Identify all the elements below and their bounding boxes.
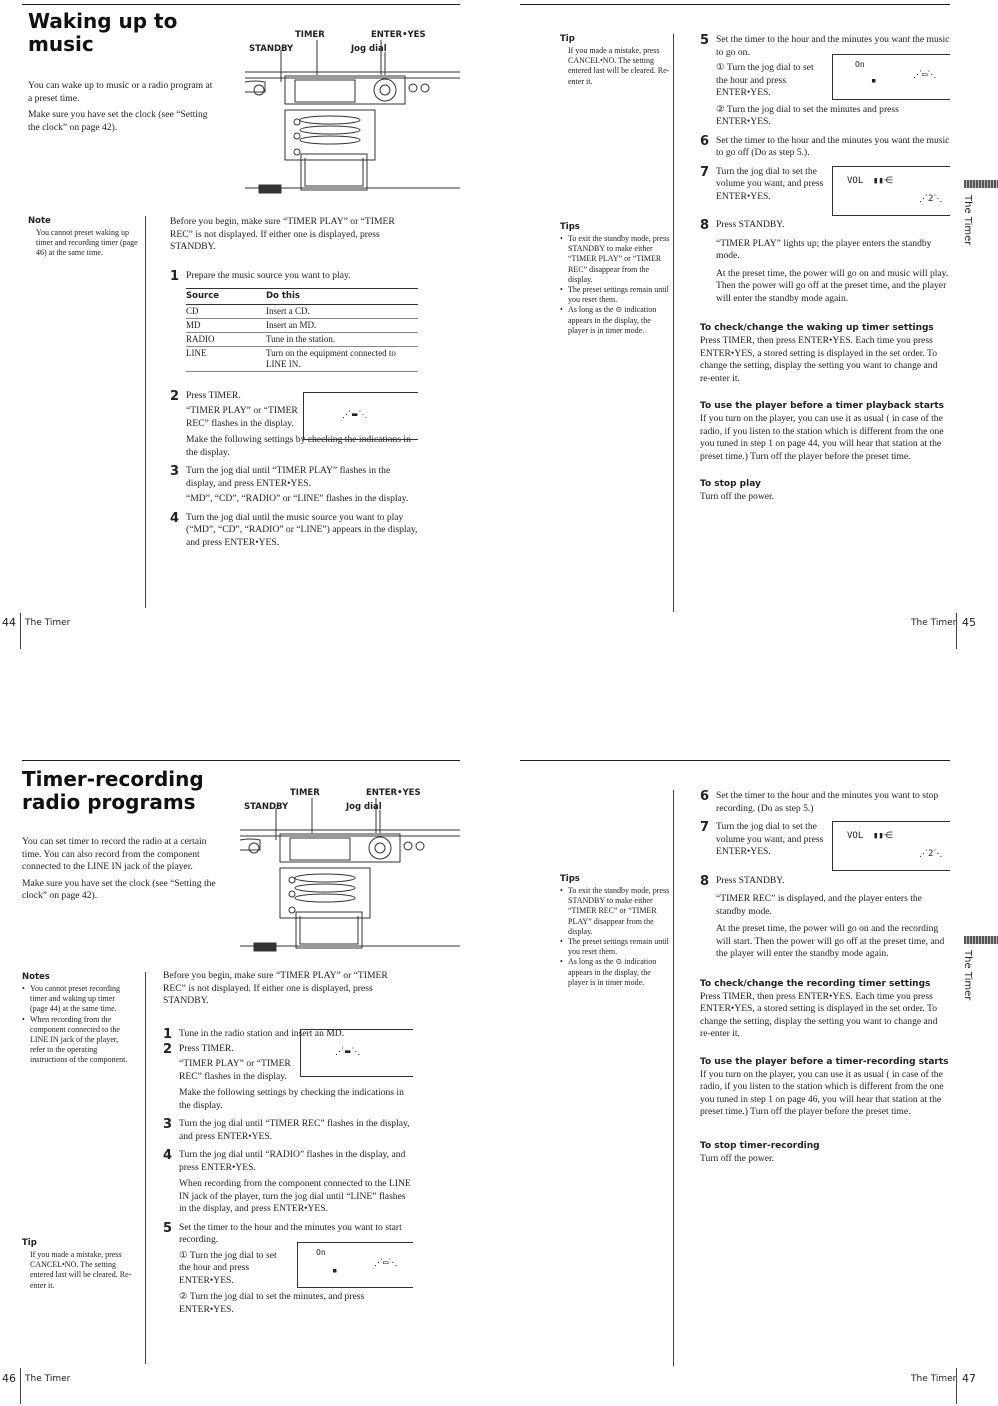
step-text: Set the timer to the hour and the minutes you want the music to go on. bbox=[716, 34, 950, 58]
section-heading-use: To use the player before a timer playback starts bbox=[700, 401, 945, 411]
step-number: 7 bbox=[700, 820, 710, 835]
step-number: 6 bbox=[700, 133, 710, 149]
tip-heading: Tip bbox=[22, 1238, 37, 1248]
column-divider bbox=[673, 34, 674, 612]
step-text: Press STANDBY. bbox=[716, 874, 785, 886]
step-text: Set the timer to the hour and the minutes you want the music to go off (Do as step 5.). bbox=[716, 134, 950, 158]
intro bbox=[28, 80, 213, 134]
main-column bbox=[700, 34, 950, 504]
title-line-1: Timer-recording bbox=[22, 767, 204, 791]
page-title bbox=[28, 10, 177, 56]
column-divider bbox=[145, 972, 146, 1364]
step-sub-text: “TIMER REC” is displayed, and the player enters the standby mode. bbox=[716, 893, 922, 917]
step-5 bbox=[700, 34, 950, 129]
list-item: • The preset settings remain until you reset them. bbox=[560, 285, 670, 305]
section-heading-check: To check/change the waking up timer settings bbox=[700, 323, 934, 333]
top-rule bbox=[520, 760, 950, 761]
table-row bbox=[186, 332, 418, 346]
step-8 bbox=[700, 875, 950, 961]
section-heading-check: To check/change the recording timer settings bbox=[700, 978, 931, 989]
section-text-use: If you turn on the player, you can use it as usual ( in case of the radio, if you listen to the station which is different from the one you tuned in step 1 on page 44, you will hear that station at the preset time.) Turn off the player before the preset time. bbox=[700, 413, 944, 462]
list-item: • You cannot preset recording timer and waking up timer (page 44) at the same time. bbox=[22, 984, 134, 1015]
step-2 bbox=[163, 1043, 413, 1113]
do-this-header: Do this bbox=[266, 289, 418, 305]
enter-yes-label: ENTER•YES bbox=[366, 788, 421, 798]
step-number: 5 bbox=[163, 1220, 173, 1236]
main-column bbox=[170, 216, 418, 549]
step-text: Press TIMER. bbox=[186, 389, 241, 401]
display-timer-flash: ⋰▬⋱ bbox=[303, 392, 418, 440]
section-heading-stop: To stop play bbox=[700, 479, 761, 489]
note-box bbox=[28, 216, 138, 259]
do-cell: Insert a CD. bbox=[266, 304, 418, 318]
tips-heading: Tips bbox=[560, 222, 580, 232]
source-cell: CD bbox=[186, 304, 266, 318]
tip-text: If you made a mistake, press CANCEL•NO. The setting entered last will be cleared. Re-enter it. bbox=[30, 1250, 132, 1290]
table-row bbox=[186, 304, 418, 318]
footer-divider bbox=[20, 1368, 21, 1404]
step-sub-text: “TIMER PLAY” lights up; the player enters the standby mode. bbox=[716, 237, 932, 261]
step-4 bbox=[170, 512, 418, 550]
step-number: 6 bbox=[700, 789, 710, 804]
table-row bbox=[186, 346, 418, 371]
step-number: 1 bbox=[170, 268, 180, 284]
step-number: 3 bbox=[170, 464, 180, 479]
list-item: • To exit the standby mode, press STANDBY to make either “TIMER PLAY” or “TIMER REC” disappear from the display. bbox=[560, 234, 670, 285]
footer-section: The Timer bbox=[25, 618, 71, 628]
tips-list bbox=[560, 886, 670, 988]
step-sub-text-2: At the preset time, the power will go on and music will play. Then the power will go off at the preset time, and the player will enter the standby mode again. bbox=[716, 267, 949, 304]
enter-yes-label: ENTER•YES bbox=[371, 30, 426, 40]
source-table bbox=[186, 288, 418, 372]
step-text: Turn the jog dial to set the volume you want, and press ENTER•YES. bbox=[716, 821, 824, 857]
table-row bbox=[186, 318, 418, 332]
footer-divider bbox=[956, 1368, 957, 1404]
lcd-on-text: On bbox=[855, 60, 865, 69]
step-number: 7 bbox=[700, 164, 710, 180]
display-volume: VOL ▮▮⋲ ⋰2⋱ bbox=[832, 166, 950, 216]
section-text-check: Press TIMER, then press ENTER•YES. Each time you press ENTER•YES, a stored setting is displayed in the set order. To change the setting, display the setting you want to change and re-enter it. bbox=[700, 335, 938, 384]
step-substep-b: ② Turn the jog dial to set the minutes, and press ENTER•YES. bbox=[179, 1291, 365, 1315]
intro-text: You can wake up to music or a radio program at a preset time. bbox=[28, 80, 213, 104]
jog-dial-label: Jog dial bbox=[351, 44, 387, 54]
display-timer-flash: ⋰▬⋱ bbox=[300, 1029, 413, 1077]
step-text: Set the timer to the hour and the minutes you want to start recording. bbox=[179, 1221, 402, 1245]
main-column bbox=[163, 970, 413, 1316]
source-cell: MD bbox=[186, 318, 266, 332]
device-illustration bbox=[240, 788, 460, 958]
section-text-use: If you turn on the player, you can use it as usual ( in case of the radio, if you listen to the station which is different from the one you tuned in step 1 on page 46, you will hear that station at the preset time.) Turn off the player before the preset time. bbox=[700, 1068, 944, 1117]
step-substep-b: ② Turn the jog dial to set the minutes and press ENTER•YES. bbox=[716, 103, 899, 127]
step-number: 4 bbox=[170, 510, 180, 526]
footer-divider bbox=[956, 613, 957, 649]
main-column bbox=[700, 790, 950, 1165]
step-sub-text-2: At the preset time, the power will go on and the recording will start. Then the power will go off at the preset time, and the player will enter the standby mode again. bbox=[716, 923, 945, 959]
step-8 bbox=[700, 219, 950, 305]
standby-label: STANDBY bbox=[249, 44, 294, 54]
step-sub-text: “TIMER PLAY” or “TIMER REC” flashes in the display. bbox=[179, 1058, 291, 1082]
tips-heading: Tips bbox=[560, 874, 580, 884]
page-number: 44 bbox=[2, 616, 16, 629]
note-heading: Note bbox=[28, 216, 51, 226]
title-line-1: Waking up to bbox=[28, 9, 178, 33]
tip-box bbox=[560, 34, 670, 87]
source-cell: LINE bbox=[186, 346, 266, 371]
intro bbox=[22, 836, 217, 903]
step-3 bbox=[170, 465, 418, 506]
step-text: Turn the jog dial until the music source you want to play (“MD”, “CD”, “RADIO” or “LINE”) appears in the display, and press ENTER•YES. bbox=[186, 511, 418, 548]
do-cell: Tune in the station. bbox=[266, 332, 418, 346]
step-1 bbox=[170, 270, 418, 372]
title-line-2: music bbox=[28, 32, 94, 56]
list-item: • As long as the ⊙ indication appears in the display, the player is in timer mode. bbox=[560, 305, 670, 336]
step-number: 2 bbox=[170, 388, 180, 404]
step-number: 2 bbox=[163, 1041, 173, 1057]
step-sub-text: When recording from the component connected to the LINE IN jack of the player, turn the jog dial until “LINE” flashes in the display, and press ENTER•YES. bbox=[179, 1178, 411, 1214]
do-cell: Insert an MD. bbox=[266, 318, 418, 332]
note-text: You cannot preset waking up timer and recording timer (page 46) at the same time. bbox=[36, 228, 138, 258]
step-2 bbox=[170, 390, 418, 460]
jog-dial-label: Jog dial bbox=[346, 802, 382, 812]
page-title bbox=[22, 768, 204, 814]
footer-section: The Timer bbox=[911, 618, 957, 628]
page-number: 45 bbox=[962, 616, 976, 629]
step-sub-text: “MD”, “CD”, “RADIO” or “LINE” flashes in the display. bbox=[186, 493, 409, 504]
step-substep-a: ① Turn the jog dial to set the hour and press ENTER•YES. bbox=[179, 1249, 277, 1286]
step-6 bbox=[700, 790, 950, 815]
step-number: 8 bbox=[700, 873, 710, 889]
standby-label: STANDBY bbox=[244, 802, 289, 812]
top-rule bbox=[22, 4, 460, 5]
step-sub-text: “TIMER PLAY” or “TIMER REC” flashes in the display. bbox=[186, 405, 298, 429]
step-number: 5 bbox=[700, 33, 710, 48]
side-tab-marker bbox=[964, 936, 998, 944]
step-text: Turn the jog dial until “RADIO” flashes in the display, and press ENTER•YES. bbox=[179, 1149, 406, 1173]
source-cell: RADIO bbox=[186, 332, 266, 346]
source-header: Source bbox=[186, 289, 266, 305]
step-text: Turn the jog dial until “TIMER PLAY” flashes in the display, and press ENTER•YES. bbox=[186, 465, 391, 489]
do-cell: Turn on the equipment connected to LINE IN. bbox=[266, 346, 418, 371]
step-6 bbox=[700, 135, 950, 160]
section-heading-stop: To stop timer-recording bbox=[700, 1140, 820, 1151]
top-rule bbox=[22, 760, 460, 761]
side-tab-label: The Timer bbox=[962, 950, 973, 1001]
intro-clock-ref: Make sure you have set the clock (see “Setting the clock” on page 42). bbox=[22, 877, 216, 901]
step-text: Press TIMER. bbox=[179, 1042, 234, 1054]
tip-box bbox=[22, 1238, 134, 1291]
tip-text: If you made a mistake, press CANCEL•NO. The setting entered last will be cleared. Re-enter it. bbox=[568, 46, 670, 86]
step-7 bbox=[700, 166, 950, 204]
list-item: • When recording from the component connected to the LINE IN jack of the player, refer to the operating instructions of the component. bbox=[22, 1015, 134, 1066]
device-illustration bbox=[245, 30, 460, 200]
notes-list bbox=[22, 984, 134, 1066]
step-3 bbox=[163, 1118, 413, 1143]
timer-label: TIMER bbox=[290, 788, 320, 798]
side-tab-marker bbox=[964, 180, 998, 188]
page-number: 46 bbox=[2, 1372, 16, 1385]
display-on-time: On ▪ ⋰▭⋱ bbox=[297, 1242, 413, 1288]
footer-section: The Timer bbox=[911, 1374, 957, 1384]
display-on-time: On ▪ ⋰▭⋱ bbox=[832, 54, 950, 100]
page-number: 47 bbox=[962, 1372, 976, 1385]
tips-box bbox=[560, 874, 670, 988]
display-volume: VOL ▮▮⋲ ⋰2⋱ bbox=[832, 821, 950, 871]
footer-divider bbox=[20, 613, 21, 649]
step-number: 4 bbox=[163, 1148, 173, 1163]
column-divider bbox=[145, 216, 146, 608]
intro-text: You can set timer to record the radio at a certain time. You can also record from the component connected to the LINE IN jack of the player. bbox=[22, 836, 207, 872]
step-sub-text-2: Make the following settings by checking the indications in the display. bbox=[179, 1087, 404, 1111]
step-sub-text-2: Make the following settings by checking the indications in the display. bbox=[186, 434, 411, 458]
before-you-begin: Before you begin, make sure “TIMER PLAY” or “TIMER REC” is not displayed. If either one is displayed, press STANDBY. bbox=[170, 216, 395, 252]
notes-box bbox=[22, 972, 134, 1066]
section-heading-use: To use the player before a timer-recording starts bbox=[700, 1056, 949, 1067]
tips-list bbox=[560, 234, 670, 336]
footer-section: The Timer bbox=[25, 1374, 71, 1384]
section-text-check: Press TIMER, then press ENTER•YES. Each time you press ENTER•YES, a stored setting is displayed in the set order. To change the setting, display the setting you want to change and re-enter it. bbox=[700, 990, 938, 1039]
lcd-vol-text: VOL bbox=[847, 831, 864, 841]
step-number: 1 bbox=[163, 1026, 173, 1042]
step-text: Set the timer to the hour and the minutes you want to stop recording. (Do as step 5.) bbox=[716, 790, 939, 814]
step-number: 8 bbox=[700, 218, 710, 233]
step-substep-a: ① Turn the jog dial to set the hour and press ENTER•YES. bbox=[716, 62, 814, 98]
step-4 bbox=[163, 1149, 413, 1216]
step-text: Tune in the radio station and insert an MD. bbox=[179, 1027, 345, 1039]
step-text: Turn the jog dial to set the volume you want, and press ENTER•YES. bbox=[716, 165, 824, 202]
top-rule bbox=[520, 4, 950, 5]
stereo-drawing bbox=[245, 30, 460, 200]
lcd-vol-text: VOL bbox=[847, 175, 864, 186]
step-7 bbox=[700, 821, 950, 859]
notes-heading: Notes bbox=[22, 972, 50, 982]
section-text-stop: Turn off the power. bbox=[700, 491, 775, 502]
tip-heading: Tip bbox=[560, 34, 575, 44]
step-text: Press STANDBY. bbox=[716, 219, 785, 230]
lcd-on-text: On bbox=[316, 1247, 326, 1257]
step-5 bbox=[163, 1222, 413, 1317]
title-line-2: radio programs bbox=[22, 790, 196, 814]
intro-clock-ref: Make sure you have set the clock (see “Setting the clock” on page 42). bbox=[28, 109, 208, 133]
section-text-stop: Turn off the power. bbox=[700, 1152, 775, 1164]
step-text: Turn the jog dial until “TIMER REC” flashes in the display, and press ENTER•YES. bbox=[179, 1118, 410, 1142]
list-item: • As long as the ⊙ indication appears in the display, the player is in timer mode. bbox=[560, 957, 670, 988]
before-you-begin: Before you begin, make sure “TIMER PLAY” or “TIMER REC” is not displayed. If either one is displayed, press STANDBY. bbox=[163, 970, 388, 1006]
tips-box bbox=[560, 222, 670, 336]
column-divider bbox=[673, 790, 674, 1366]
stereo-drawing bbox=[240, 788, 460, 958]
timer-label: TIMER bbox=[295, 30, 325, 40]
list-item: • The preset settings remain until you reset them. bbox=[560, 937, 670, 957]
step-text: Prepare the music source you want to play. bbox=[186, 269, 351, 281]
side-tab-label: The Timer bbox=[962, 195, 973, 246]
step-number: 3 bbox=[163, 1117, 173, 1132]
list-item: • To exit the standby mode, press STANDBY to make either “TIMER REC” or “TIMER PLAY” disappear from the display. bbox=[560, 886, 670, 937]
